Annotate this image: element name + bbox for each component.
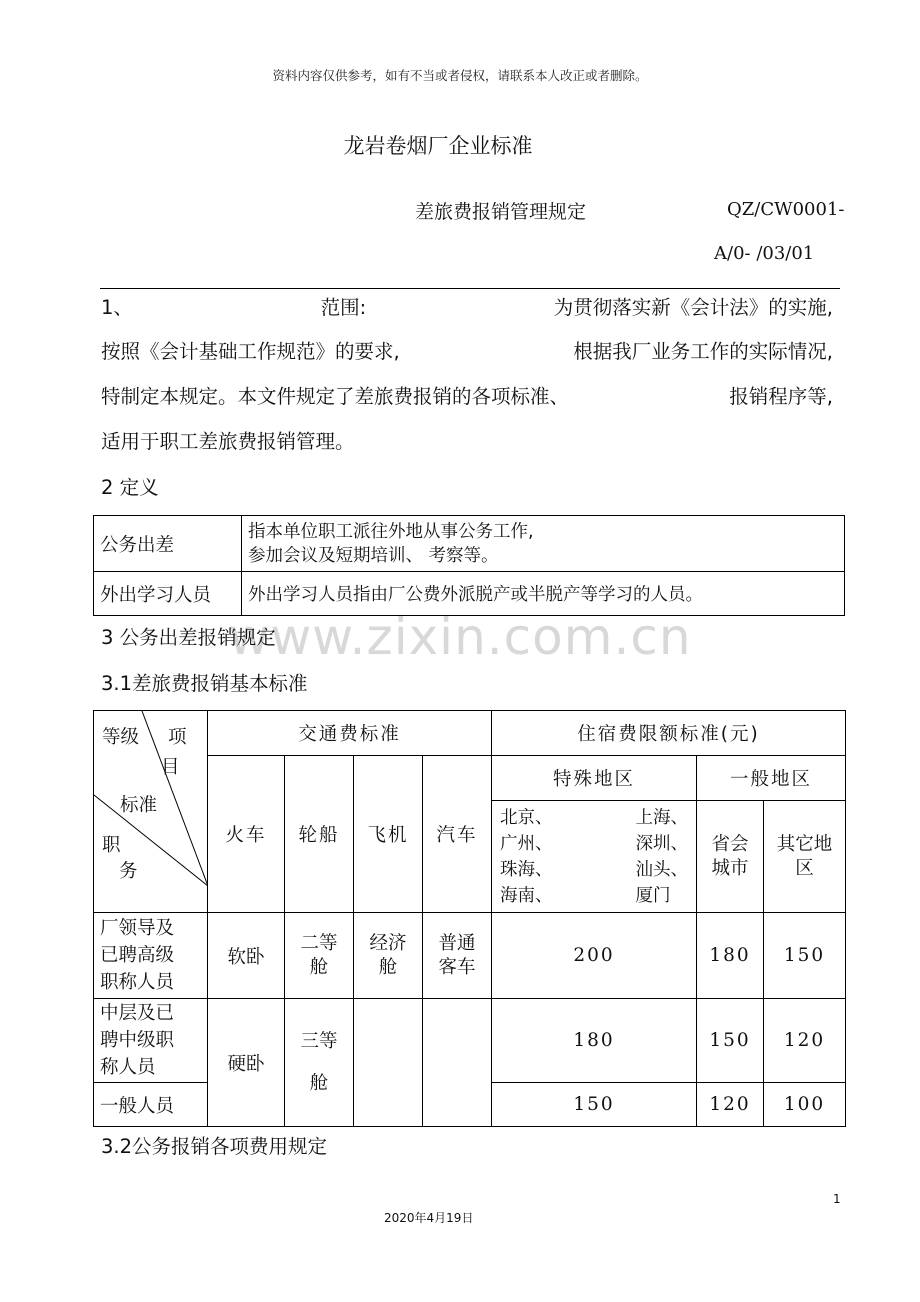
section32-heading: 3.2公务报销各项费用规定 [101, 1135, 328, 1158]
special-area-header: 特殊地区 [492, 756, 697, 801]
cell-provincial-amount: 180 [697, 913, 764, 999]
table-row [94, 999, 846, 1083]
row-title-line: 中层及已 [100, 1003, 175, 1024]
row-title [94, 913, 208, 999]
scope-text: 特制定本规定。本文件规定了差旅费报销的各项标准、 [101, 385, 570, 408]
diag-position: 职 [102, 835, 121, 856]
definition-desc: 外出学习人员指由厂公费外派脱产或半脱产等学习的人员。 [242, 572, 845, 616]
scope-line-1 [101, 292, 833, 320]
lodging-header: 住宿费限额标准(元) [492, 711, 846, 756]
header-rule [100, 288, 840, 289]
document-code-line2: A/0- /03/01 [714, 243, 815, 264]
document-code-line1: QZ/CW0001- [727, 199, 845, 220]
city-name: 汕头、 [635, 859, 689, 880]
cell-other-amount: 150 [764, 913, 846, 999]
cell-line: 三等 [300, 1030, 338, 1052]
scope-number: 1、 [101, 296, 133, 319]
general-area-header: 一般地区 [697, 756, 846, 801]
special-cities [492, 801, 697, 913]
col-ship: 轮船 [285, 756, 354, 913]
col-bus: 汽车 [423, 756, 492, 913]
cell-bus-empty [423, 999, 492, 1127]
footer-date: 2020年4月19日 [384, 1211, 474, 1225]
cell-train: 硬卧 [208, 999, 285, 1127]
cell-provincial-amount: 150 [697, 999, 764, 1083]
scope-text: 报销程序等, [729, 385, 833, 408]
transport-header: 交通费标准 [208, 711, 492, 756]
city-name: 深圳、 [635, 833, 689, 854]
col-train: 火车 [208, 756, 285, 913]
cell-other-amount: 100 [764, 1083, 846, 1127]
cell-other-amount: 120 [764, 999, 846, 1083]
cell-line: 舱 [378, 956, 398, 978]
scope-line-4: 适用于职工差旅费报销管理。 [101, 430, 355, 453]
row-title [94, 999, 208, 1083]
cell-line: 二等 [300, 932, 338, 954]
scope-text: 为贯彻落实新《会计法》的实施, [553, 296, 833, 319]
document-subtitle: 差旅费报销管理规定 [415, 201, 587, 223]
cell-ship [285, 913, 354, 999]
watermark: www.zixin.com.cn [228, 608, 692, 666]
diag-position-2: 务 [119, 861, 138, 882]
col-provincial-line: 城市 [711, 857, 749, 879]
diag-standard: 标准 [120, 795, 158, 816]
definitions-heading: 2 定义 [101, 476, 159, 499]
row-title: 一般人员 [94, 1083, 208, 1127]
col-other-line: 其它地 [776, 833, 833, 855]
diag-grade: 等级 [102, 727, 140, 748]
city-name: 北京、 [500, 807, 553, 828]
section3-heading: 3 公务出差报销规定 [101, 626, 276, 649]
cell-line: 舱 [309, 1072, 329, 1094]
scope-text: 根据我厂业务工作的实际情况, [573, 340, 833, 363]
city-name: 厦门 [635, 885, 671, 906]
cell-special-amount: 200 [492, 913, 697, 999]
scope-line-2 [101, 336, 833, 364]
col-other-line: 区 [795, 857, 814, 879]
cell-bus [423, 913, 492, 999]
scope-line-3 [101, 381, 833, 409]
city-name: 珠海、 [500, 859, 553, 880]
col-provincial-line: 省会 [711, 833, 749, 855]
cell-plane-empty [354, 999, 423, 1127]
definition-desc-line: 指本单位职工派往外地从事公务工作, [248, 521, 534, 542]
cell-train: 软卧 [208, 913, 285, 999]
definition-desc-line: 参加会议及短期培训、 考察等。 [248, 545, 499, 566]
cell-special-amount: 150 [492, 1083, 697, 1127]
diagonal-header-cell [94, 711, 208, 913]
row-title-line: 厂领导及 [100, 918, 175, 939]
page-number: 1 [833, 1192, 841, 1206]
col-plane: 飞机 [354, 756, 423, 913]
col-other-region [764, 801, 846, 913]
cell-provincial-amount: 120 [697, 1083, 764, 1127]
section31-heading: 3.1差旅费报销基本标准 [101, 672, 308, 695]
definition-term: 外出学习人员 [94, 572, 242, 616]
cell-line: 普通 [438, 932, 476, 954]
row-title-line: 已聘高级 [100, 945, 175, 966]
table-row [94, 913, 846, 999]
row-title-line: 称人员 [100, 1057, 156, 1078]
diag-item-2: 目 [161, 757, 180, 778]
definition-row [94, 516, 845, 572]
city-name: 上海、 [635, 807, 689, 828]
cell-special-amount: 180 [492, 999, 697, 1083]
cell-line: 经济 [369, 932, 407, 954]
scope-text: 按照《会计基础工作规范》的要求, [101, 340, 400, 363]
cell-line: 舱 [309, 956, 329, 978]
definitions-table [93, 515, 845, 616]
cell-plane [354, 913, 423, 999]
col-provincial-city [697, 801, 764, 913]
row-title-line: 聘中级职 [100, 1030, 175, 1051]
definition-desc [242, 516, 845, 572]
scope-heading: 范围: [320, 296, 367, 319]
document-title: 龙岩卷烟厂企业标准 [343, 134, 533, 158]
cell-line: 客车 [438, 956, 476, 978]
city-name: 海南、 [500, 885, 553, 906]
row-title-line: 职称人员 [100, 972, 175, 993]
cell-ship [285, 999, 354, 1127]
diag-item: 项 [168, 727, 187, 748]
city-name: 广州、 [500, 833, 553, 854]
definition-term: 公务出差 [94, 516, 242, 572]
travel-standards-table [93, 710, 846, 1127]
disclaimer-header: 资料内容仅供参考，如有不当或者侵权，请联系本人改正或者删除。 [272, 68, 648, 83]
